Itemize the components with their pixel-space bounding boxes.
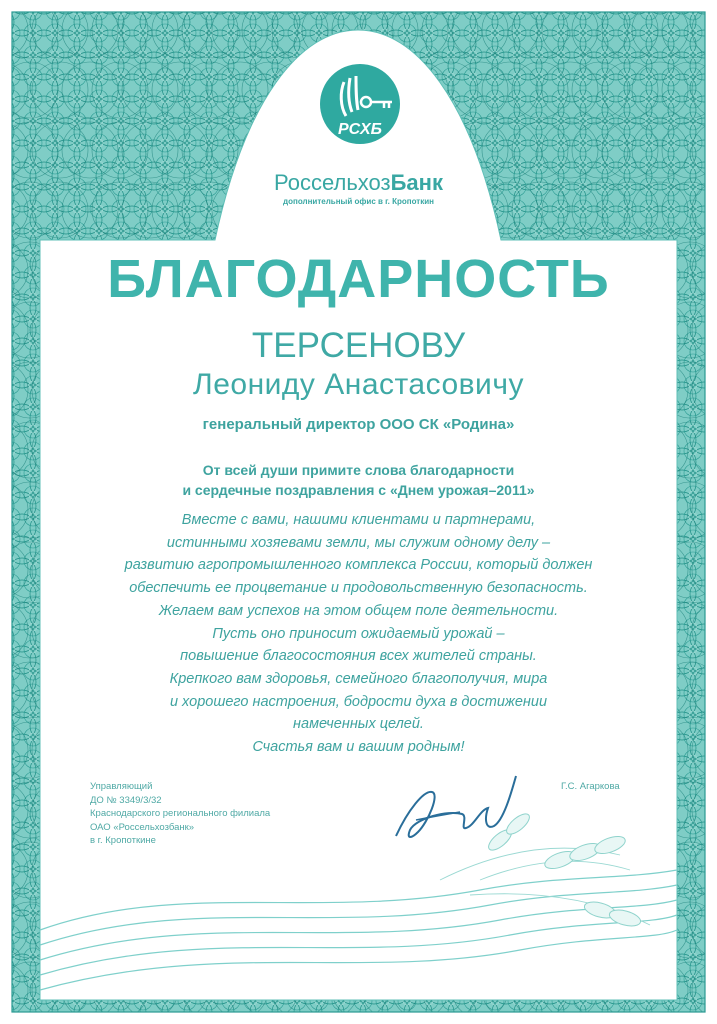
handwritten-signature xyxy=(388,770,528,850)
bank-name-bold: Банк xyxy=(390,170,443,195)
body-line: намеченных целей. xyxy=(293,716,424,733)
body-line: повышение благосостояния всех жителей страны. xyxy=(180,648,537,665)
greeting-line: и сердечные поздравления с «Днем урожая–2011» xyxy=(182,482,535,498)
body-line: Счастья вам и вашим родным! xyxy=(252,739,465,756)
body-text xyxy=(0,509,717,759)
logo-text: РСХБ xyxy=(337,121,383,138)
body-line: Вместе с вами, нашими клиентами и партнерами, xyxy=(181,512,536,528)
bank-name-light: Россельхоз xyxy=(274,170,391,195)
body-line: развитию агропромышленного комплекса России, который должен xyxy=(124,557,593,574)
signatory-line: ДО № 3349/3/32 xyxy=(90,794,162,806)
bank-subtitle: дополнительный офис в г. Кропоткин xyxy=(283,197,434,206)
recipient-name: Леониду Анастасовичу xyxy=(193,368,524,401)
signatory-line: Краснодарского регионального филиала xyxy=(90,808,271,819)
signatory-block xyxy=(90,780,270,848)
greeting xyxy=(0,460,717,500)
body-line: Крепкого вам здоровья, семейного благополучия, мира xyxy=(169,670,548,687)
body-line: и хорошего настроения, бодрости духа в достижении xyxy=(169,693,548,710)
signatory-line: Управляющий xyxy=(90,781,153,792)
greeting-line: От всей души примите слова благодарности xyxy=(202,462,515,478)
signatory-line: ОАО «Россельхозбанк» xyxy=(90,821,195,833)
body-line: обеспечить ее процветание и продовольственную безопасность. xyxy=(129,580,588,597)
certificate-title: БЛАГОДАРНОСТЬ xyxy=(107,249,610,309)
bank-name xyxy=(0,170,717,196)
recipient-surname: ТЕРСЕНОВУ xyxy=(251,326,466,365)
signatory-line: в г. Кропоткине xyxy=(90,835,156,846)
recipient-position: генеральный директор ООО СК «Родина» xyxy=(202,416,515,433)
body-line: Пусть оно приносит ожидаемый урожай – xyxy=(212,625,505,642)
body-line: истинными хозяевами земли, мы служим одному делу – xyxy=(166,534,551,551)
signatory-name: Г.С. Агаркова xyxy=(561,781,620,792)
body-line: Желаем вам успехов на этом общем поле деятельности. xyxy=(158,602,559,619)
rshb-logo-icon xyxy=(318,62,402,156)
